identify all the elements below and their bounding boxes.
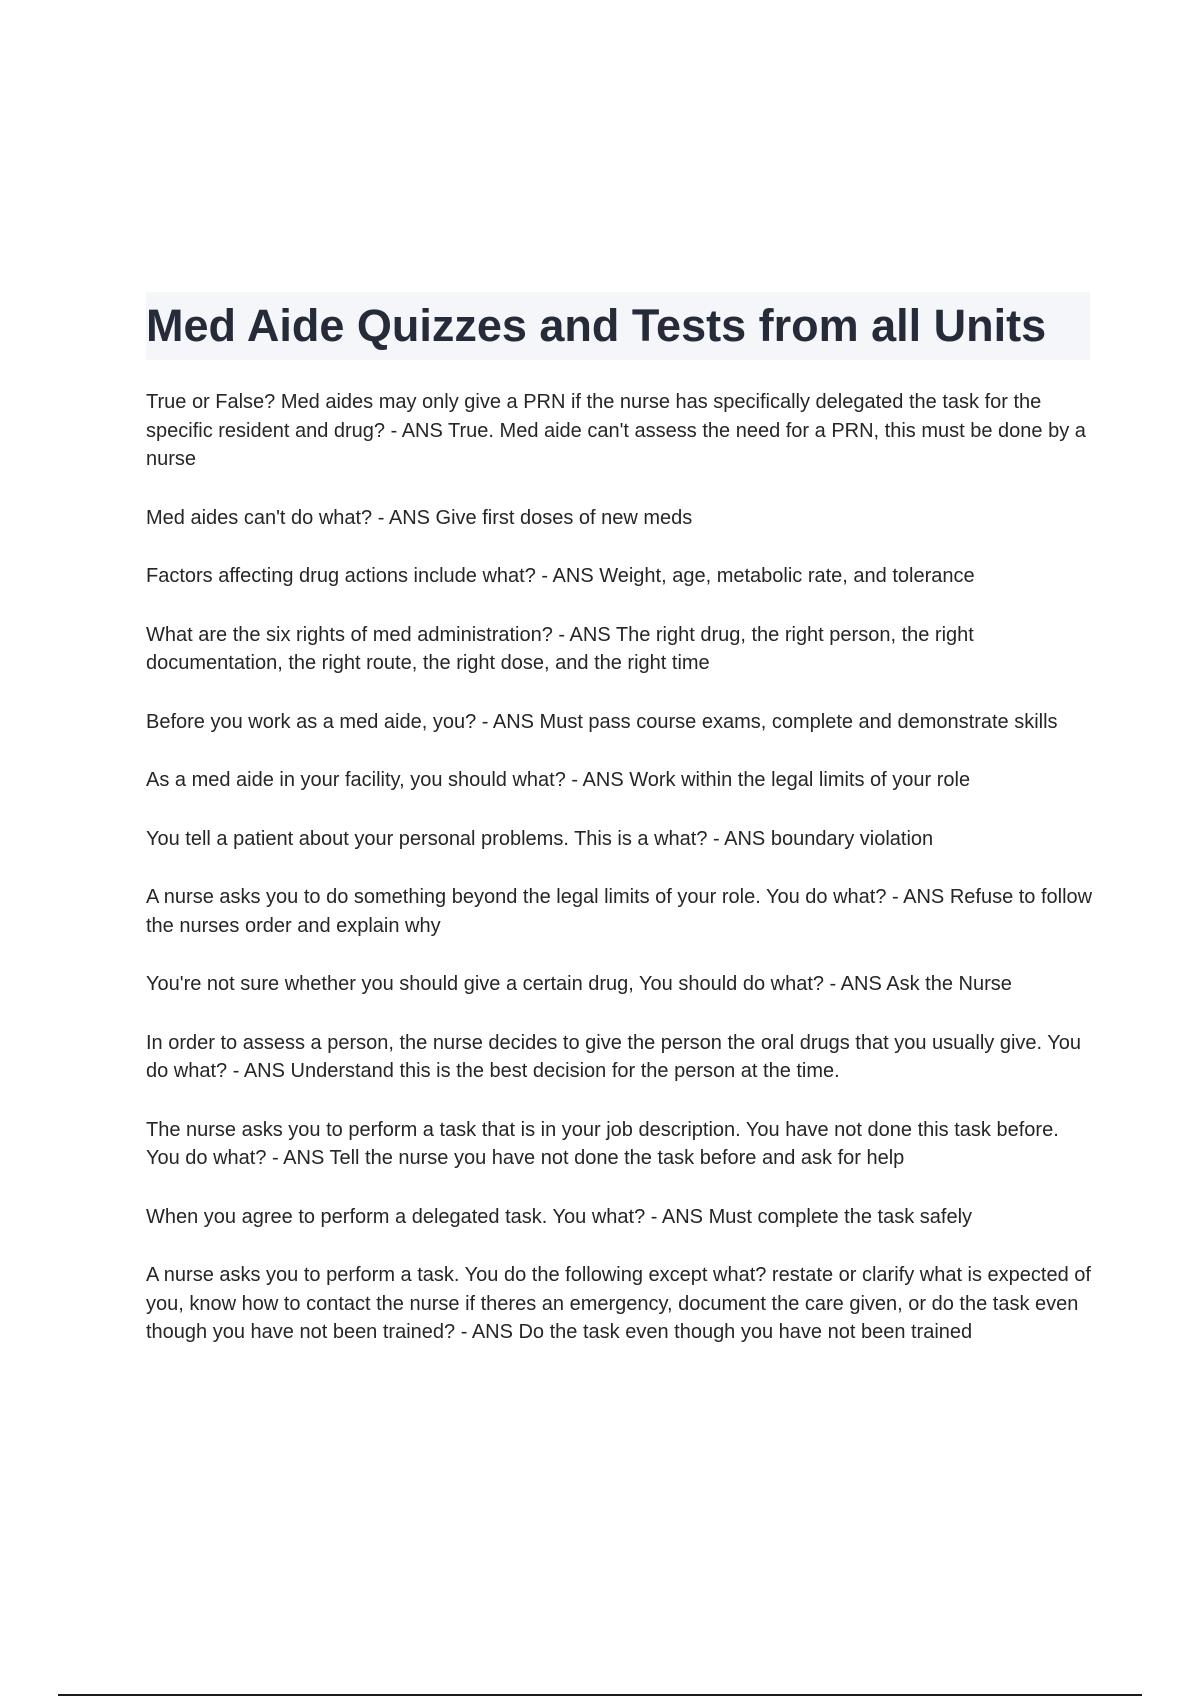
question-text: A nurse asks you to perform a task. You do the following except what? restate or clarify what is expected of you, know how to contact the nurse if theres an emergency, document the care given, or do the task even though you have not been trained?	[146, 1264, 1091, 1343]
qa-item	[146, 883, 1096, 940]
qa-item	[146, 388, 1096, 474]
answer-text: ANS Must complete the task safely	[661, 1205, 973, 1228]
answer-text: ANS Must pass course exams, complete and demonstrate skills	[492, 710, 1058, 733]
answer-separator: -	[385, 419, 402, 442]
answer-text: ANS Tell the nurse you have not done the task before and ask for help	[283, 1147, 905, 1169]
question-text: Factors affecting drug actions include what?	[146, 565, 536, 587]
question-text: A nurse asks you to do something beyond the legal limits of your role. You do what?	[146, 886, 887, 908]
answer-separator: -	[886, 886, 904, 908]
answer-separator: -	[565, 769, 583, 791]
qa-item	[146, 766, 1096, 795]
qa-item	[146, 1116, 1096, 1173]
question-text: In order to assess a person, the nurse decides to give the person the oral drugs that you usually give. You do what?	[146, 1031, 1082, 1082]
qa-item	[146, 1029, 1096, 1086]
question-text: True or False? Med aides may only give a PRN if the nurse has specifically delegated the task for the specific resident and drug?	[146, 391, 1042, 442]
answer-separator: -	[535, 565, 553, 587]
answer-text: ANS The right drug, the right person, the right documentation, the right route, the right dose, and the right time	[146, 623, 974, 674]
answer-separator: -	[552, 623, 570, 646]
answer-separator: -	[707, 827, 725, 850]
page-title: Med Aide Quizzes and Tests from all Units	[146, 300, 1047, 351]
answer-text: ANS Do the task even though you have not been trained	[471, 1321, 973, 1343]
qa-item	[146, 1261, 1096, 1347]
answer-separator: -	[372, 506, 389, 529]
answer-text: ANS True. Med aide can't assess the need for a PRN, this must be done by a nurse	[146, 419, 1086, 470]
question-text: You're not sure whether you should give a certain drug, You should do what?	[146, 973, 824, 995]
answer-text: ANS Refuse to follow the nurses order and explain why	[146, 886, 1093, 937]
answer-text: ANS boundary violation	[724, 827, 934, 850]
question-text: As a med aide in your facility, you should what?	[146, 769, 566, 791]
answer-separator: -	[824, 973, 841, 995]
qa-item	[146, 708, 1096, 737]
answer-text: ANS Ask the Nurse	[840, 973, 1012, 995]
answer-text: ANS Weight, age, metabolic rate, and tolerance	[552, 565, 975, 587]
question-text: You tell a patient about your personal problems. This is a what?	[146, 827, 708, 850]
qa-item	[146, 825, 1096, 854]
qa-item	[146, 970, 1096, 999]
title-block	[146, 292, 1090, 360]
answer-separator: -	[266, 1147, 284, 1169]
answer-text: ANS Work within the legal limits of your role	[582, 769, 971, 791]
footer-divider	[58, 1694, 1142, 1696]
question-text: When you agree to perform a delegated task. You what?	[146, 1205, 646, 1228]
qa-list	[146, 388, 1096, 1377]
qa-item	[146, 1203, 1096, 1232]
qa-item	[146, 562, 1096, 591]
question-text: Before you work as a med aide, you?	[146, 710, 477, 733]
qa-item	[146, 504, 1096, 533]
qa-item	[146, 621, 1096, 678]
answer-separator: -	[476, 710, 493, 733]
question-text: Med aides can't do what?	[146, 506, 373, 529]
question-text: The nurse asks you to perform a task that is in your job description. You have not done this task before. You do what?	[146, 1118, 1059, 1169]
answer-text: ANS Give first doses of new meds	[388, 506, 693, 529]
question-text: What are the six rights of med administration?	[146, 623, 553, 646]
answer-separator: -	[455, 1321, 472, 1343]
answer-text: ANS Understand this is the best decision for the person at the time.	[243, 1060, 840, 1082]
answer-separator: -	[645, 1205, 662, 1228]
answer-separator: -	[227, 1060, 244, 1082]
